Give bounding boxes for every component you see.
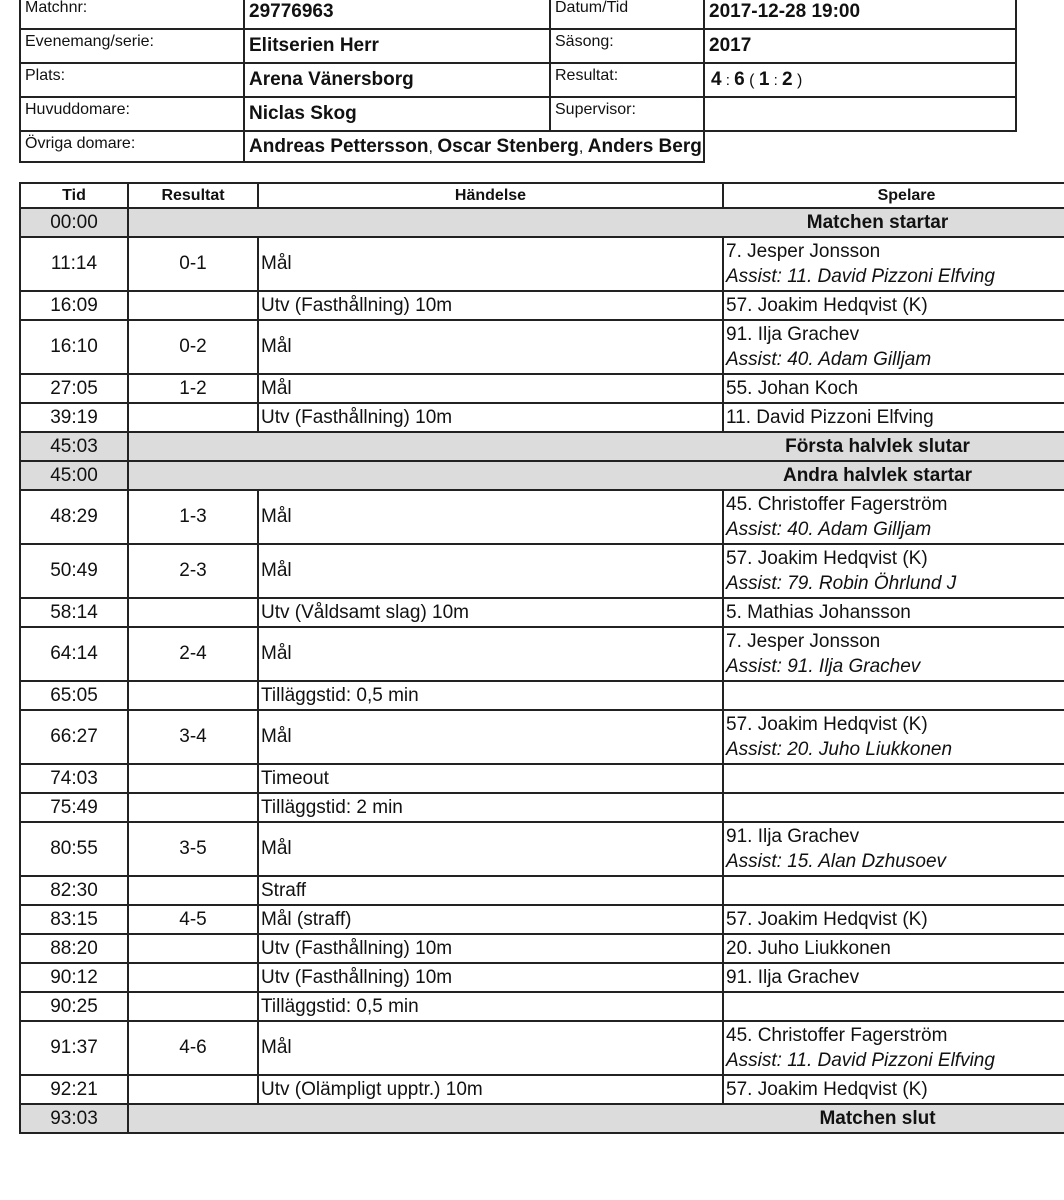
huvuddomare-value: Niclas Skog [244,97,550,131]
event-score [128,992,258,1021]
phase-label-cell [128,461,1064,490]
event-player-cell [723,764,1064,793]
match-info-table [19,0,1017,163]
event-type: Mål [258,237,723,291]
event-row [20,934,1064,963]
event-type: Tilläggstid: 0,5 min [258,992,723,1021]
event-time: 58:14 [20,598,128,627]
event-time: 11:14 [20,237,128,291]
event-type: Utv (Fasthållning) 10m [258,963,723,992]
event-row [20,905,1064,934]
event-score [128,291,258,320]
event-player-cell [723,710,1064,764]
player-name: 45. Christoffer Fagerström [726,494,948,515]
event-time: 93:03 [20,1104,128,1133]
ovriga-label: Övriga domare: [20,131,244,162]
datum-label: Datum/Tid [550,0,704,29]
event-row [20,490,1064,544]
event-type: Mål [258,490,723,544]
event-time: 45:03 [20,432,128,461]
event-time: 65:05 [20,681,128,710]
phase-label-cell [128,1104,1064,1133]
resultat-label: Resultat: [550,63,704,97]
event-score [128,1075,258,1104]
event-time: 48:29 [20,490,128,544]
event-time: 75:49 [20,793,128,822]
player-name: 57. Joakim Hedqvist (K) [726,1079,928,1100]
event-type: Tilläggstid: 0,5 min [258,681,723,710]
event-type: Tilläggstid: 2 min [258,793,723,822]
event-type: Mål (straff) [258,905,723,934]
event-type: Mål [258,710,723,764]
resultat-value: 4 : 6 ( 1 : 2 ) [704,63,1016,97]
phase-row [20,208,1064,237]
event-type: Straff [258,876,723,905]
event-score [128,793,258,822]
event-score [128,876,258,905]
player-name: 55. Johan Koch [726,378,859,399]
matchnr-value: 29776963 [244,0,550,29]
player-name: 45. Christoffer Fagerström [726,1025,948,1046]
supervisor-label: Supervisor: [550,97,704,131]
event-player-cell [723,237,1064,291]
serie-value: Elitserien Herr [244,29,550,63]
phase-row [20,1104,1064,1133]
ovriga-value: Andreas Pettersson, Oscar Stenberg, Anders Berg [244,131,704,162]
phase-row [20,461,1064,490]
event-score: 1-3 [128,490,258,544]
info-row-matchnr [20,0,1016,29]
event-time: 45:00 [20,461,128,490]
info-row-plats [20,63,1016,97]
phase-label: Matchen slut [819,1107,936,1129]
event-row [20,710,1064,764]
info-row-serie [20,29,1016,63]
event-row [20,1075,1064,1104]
event-time: 16:09 [20,291,128,320]
event-time: 39:19 [20,403,128,432]
event-player-cell [723,822,1064,876]
event-score: 0-2 [128,320,258,374]
event-score [128,403,258,432]
header-tid: Tid [20,183,128,208]
event-player-cell [723,544,1064,598]
plats-value: Arena Vänersborg [244,63,550,97]
event-row [20,374,1064,403]
event-time: 64:14 [20,627,128,681]
event-player-cell [723,490,1064,544]
event-score: 1-2 [128,374,258,403]
event-time: 83:15 [20,905,128,934]
event-player-cell [723,793,1064,822]
event-score: 2-4 [128,627,258,681]
player-name: 91. Ilja Grachev [726,324,860,345]
event-row [20,291,1064,320]
event-player-cell [723,1075,1064,1104]
sasong-label: Säsong: [550,29,704,63]
event-type: Mål [258,544,723,598]
player-name: 91. Ilja Grachev [726,967,860,988]
event-time: 16:10 [20,320,128,374]
player-name: 7. Jesper Jonsson [726,631,881,652]
events-table [19,182,1064,1134]
phase-label: Matchen startar [806,211,949,233]
event-score: 2-3 [128,544,258,598]
serie-label: Evenemang/serie: [20,29,244,63]
event-time: 74:03 [20,764,128,793]
event-row [20,627,1064,681]
empty-cell [704,131,1016,162]
event-score: 4-6 [128,1021,258,1075]
player-name: 57. Joakim Hedqvist (K) [726,295,928,316]
event-row [20,793,1064,822]
info-row-domare [20,97,1016,131]
event-row [20,598,1064,627]
event-score [128,598,258,627]
event-row [20,822,1064,876]
event-row [20,320,1064,374]
event-row [20,764,1064,793]
event-time: 66:27 [20,710,128,764]
event-player-cell [723,905,1064,934]
assist-name: Assist: 15. Alan Dzhusoev [726,851,947,872]
event-time: 91:37 [20,1021,128,1075]
event-time: 90:12 [20,963,128,992]
event-type: Mål [258,374,723,403]
event-score [128,963,258,992]
huvuddomare-label: Huvuddomare: [20,97,244,131]
event-type: Mål [258,822,723,876]
event-type: Utv (Fasthållning) 10m [258,403,723,432]
phase-label: Första halvlek slutar [785,435,970,457]
assist-name: Assist: 40. Adam Gilljam [726,349,932,370]
header-resultat: Resultat [128,183,258,208]
phase-row [20,432,1064,461]
info-row-ovriga [20,131,1016,162]
player-name: 57. Joakim Hedqvist (K) [726,548,928,569]
phase-label-cell [128,208,1064,237]
event-player-cell [723,992,1064,1021]
assist-name: Assist: 40. Adam Gilljam [726,519,932,540]
event-type: Mål [258,627,723,681]
plats-label: Plats: [20,63,244,97]
event-player-cell [723,681,1064,710]
event-player-cell [723,627,1064,681]
event-type: Utv (Fasthållning) 10m [258,291,723,320]
event-row [20,544,1064,598]
event-player-cell [723,374,1064,403]
event-score [128,934,258,963]
event-score: 3-4 [128,710,258,764]
event-row [20,992,1064,1021]
event-player-cell [723,291,1064,320]
header-spelare: Spelare [723,183,1064,208]
ovriga-domare-2: Oscar Stenberg [437,135,579,157]
event-player-cell [723,876,1064,905]
event-type: Timeout [258,764,723,793]
event-player-cell [723,963,1064,992]
player-name: 7. Jesper Jonsson [726,241,881,262]
event-row [20,876,1064,905]
event-type: Utv (Fasthållning) 10m [258,934,723,963]
header-handelse: Händelse [258,183,723,208]
event-player-cell [723,403,1064,432]
phase-label-cell [128,432,1064,461]
player-name: 5. Mathias Johansson [726,602,911,623]
event-row [20,963,1064,992]
event-time: 90:25 [20,992,128,1021]
event-score [128,681,258,710]
event-type: Mål [258,1021,723,1075]
player-name: 91. Ilja Grachev [726,826,860,847]
ovriga-domare-1: Andreas Pettersson [249,135,429,157]
event-player-cell [723,1021,1064,1075]
assist-name: Assist: 20. Juho Liukkonen [726,739,953,760]
event-type: Utv (Olämpligt upptr.) 10m [258,1075,723,1104]
event-type: Utv (Våldsamt slag) 10m [258,598,723,627]
event-score: 3-5 [128,822,258,876]
datum-value: 2017-12-28 19:00 [704,0,1016,29]
event-time: 82:30 [20,876,128,905]
event-player-cell [723,598,1064,627]
phase-label: Andra halvlek startar [782,464,973,486]
halftime-home: 1 [758,69,770,90]
matchnr-label: Matchnr: [20,0,244,29]
event-score: 0-1 [128,237,258,291]
event-time: 88:20 [20,934,128,963]
supervisor-value [704,97,1016,131]
events-body [20,208,1064,1133]
events-header-row [20,183,1064,208]
event-time: 80:55 [20,822,128,876]
event-row [20,681,1064,710]
event-type: Mål [258,320,723,374]
assist-name: Assist: 79. Robin Öhrlund J [726,573,957,594]
assist-name: Assist: 11. David Pizzoni Elfving [726,1050,995,1071]
ovriga-domare-3: Anders Berg [587,135,702,157]
event-time: 50:49 [20,544,128,598]
event-row [20,403,1064,432]
event-player-cell [723,320,1064,374]
player-name: 20. Juho Liukkonen [726,938,891,959]
event-score: 4-5 [128,905,258,934]
sasong-value: 2017 [704,29,1016,63]
player-name: 11. David Pizzoni Elfving [726,407,934,428]
event-time: 27:05 [20,374,128,403]
event-score [128,764,258,793]
assist-name: Assist: 11. David Pizzoni Elfving [726,266,995,287]
event-player-cell [723,934,1064,963]
event-time: 00:00 [20,208,128,237]
assist-name: Assist: 91. Ilja Grachev [726,656,921,677]
player-name: 57. Joakim Hedqvist (K) [726,714,928,735]
score-away: 6 [734,69,745,90]
halftime-away: 2 [781,69,793,90]
event-row [20,1021,1064,1075]
event-time: 92:21 [20,1075,128,1104]
event-row [20,237,1064,291]
score-home: 4 [711,69,722,90]
player-name: 57. Joakim Hedqvist (K) [726,909,928,930]
